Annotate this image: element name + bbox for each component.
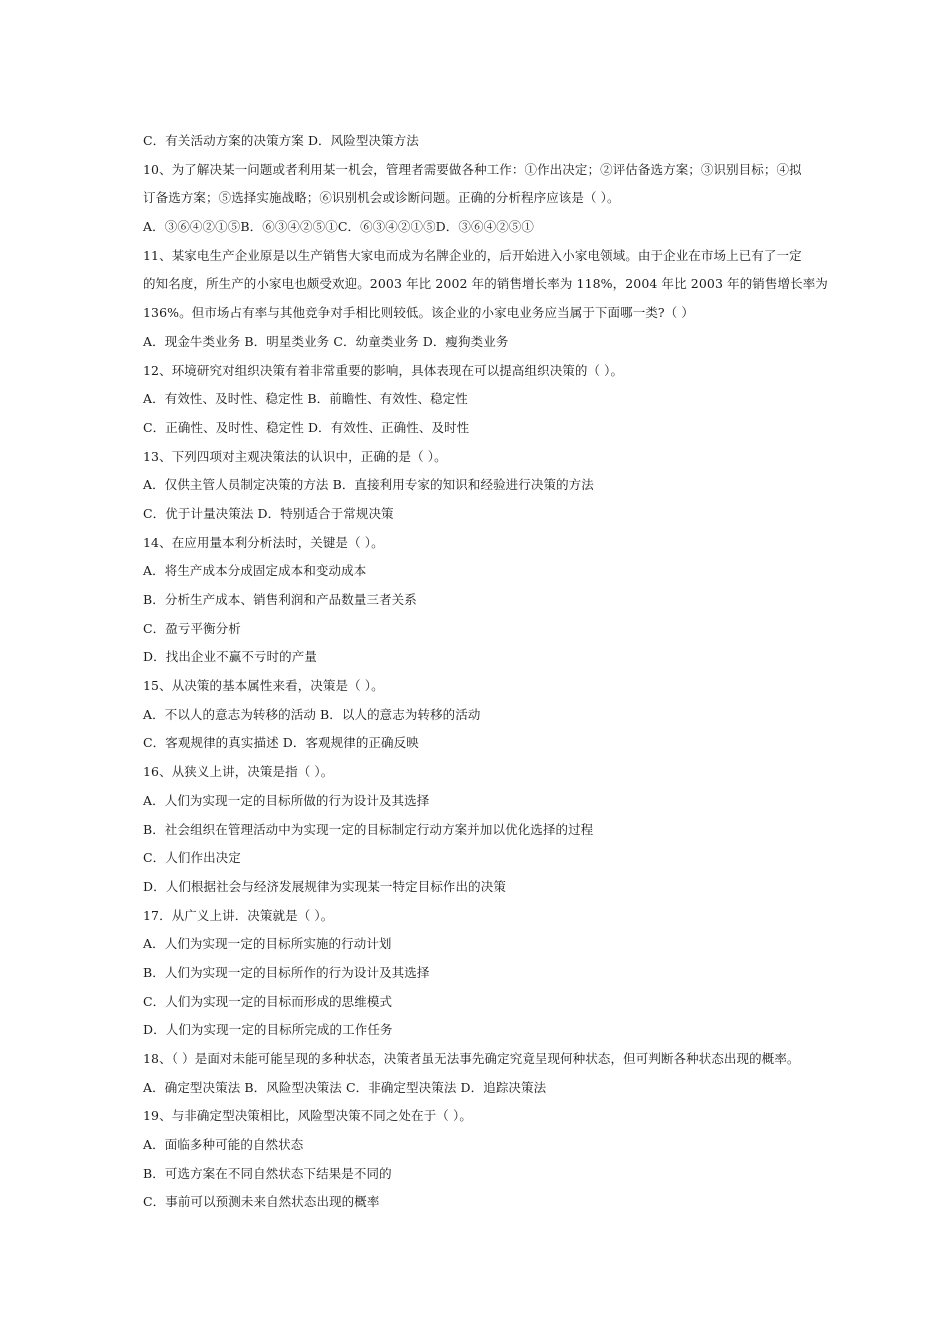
question-19-option-c: C．事前可以预测未来自然状态出现的概率 xyxy=(143,1194,380,1210)
question-17-option-b: B．人们为实现一定的目标所作的行为设计及其选择 xyxy=(143,964,430,980)
question-11-options: A．现金牛类业务 B．明星类业务 C．幼童类业务 D．瘦狗类业务 xyxy=(143,333,509,349)
question-18: 18、（ ）是面对未能可能呈现的多种状态，决策者虽无法事先确定究竟呈现何种状态，但可判断各种状态出现的概率。 xyxy=(143,1051,800,1066)
question-11-line-1: 11、某家电生产企业原是以生产销售大家电而成为名牌企业的，后开始进入小家电领域。由于企业在市场上已有了一定 xyxy=(143,247,802,263)
question-14: 14、在应用量本利分析法时，关键是（ ）。 xyxy=(143,534,384,550)
question-16-option-c: C．人们作出决定 xyxy=(143,850,241,866)
question-10-options: A．③⑥④②①⑤B．⑥③④②⑤①C．⑥③④②①⑤D．③⑥④②⑤① xyxy=(143,219,535,235)
question-10-line-1: 10、为了解决某一问题或者利用某一机会，管理者需要做各种工作：①作出决定；②评估备选方案；③识别目标；④拟 xyxy=(143,161,802,177)
question-14-option-c: C．盈亏平衡分析 xyxy=(143,620,241,636)
question-14-option-b: B．分析生产成本、销售利润和产品数量三者关系 xyxy=(143,592,417,607)
question-14-option-d: D．找出企业不赢不亏时的产量 xyxy=(143,649,317,665)
document-body xyxy=(143,127,828,1217)
question-12-options-ab: A．有效性、及时性、稳定性 B．前瞻性、有效性、稳定性 xyxy=(143,391,468,407)
question-10-line-2: 订备选方案；⑤选择实施战略；⑥识别机会或诊断问题。正确的分析程序应该是（ ）。 xyxy=(143,190,620,206)
question-16-option-b: B．社会组织在管理活动中为实现一定的目标制定行动方案并加以优化选择的过程 xyxy=(143,821,594,837)
question-12-options-cd: C．正确性、及时性、稳定性 D．有效性、正确性、及时性 xyxy=(143,419,470,435)
question-17: 17．从广义上讲．决策就是（ ）。 xyxy=(143,907,334,923)
question-13-options-cd: C．优于计量决策法 D．特别适合于常规决策 xyxy=(143,505,394,521)
question-16-option-d: D．人们根据社会与经济发展规律为实现某一特定目标作出的决策 xyxy=(143,878,506,894)
question-19: 19、与非确定型决策相比，风险型决策不同之处在于（ ）。 xyxy=(143,1108,472,1124)
question-18-options: A．确定型决策法 B．风险型决策法 C．非确定型决策法 D．追踪决策法 xyxy=(143,1079,547,1095)
question-12: 12、环境研究对组织决策有着非常重要的影响，具体表现在可以提高组织决策的（ ）。 xyxy=(143,362,624,378)
question-14-option-a: A．将生产成本分成固定成本和变动成本 xyxy=(143,563,367,579)
question-15: 15、从决策的基本属性来看，决策是（ ）。 xyxy=(143,678,384,694)
question-15-options-cd: C．客观规律的真实描述 D．客观规律的正确反映 xyxy=(143,735,419,751)
question-16-option-a: A．人们为实现一定的目标所做的行为设计及其选择 xyxy=(143,792,430,808)
question-11-line-2: 的知名度，所生产的小家电也颇受欢迎。2003 年比 2002 年的销售增长率为 118%，2004 年比 2003 年的销售增长率为 xyxy=(143,276,828,292)
question-11-line-3: 136%。但市场占有率与其他竞争对手相比则较低。该企业的小家电业务应当属于下面哪一类?（ ） xyxy=(143,305,695,321)
question-13-options-ab: A．仅供主管人员制定决策的方法 B．直接利用专家的知识和经验进行决策的方法 xyxy=(143,477,594,493)
question-17-option-a: A．人们为实现一定的目标所实施的行动计划 xyxy=(143,936,392,952)
question-15-options-ab: A．不以人的意志为转移的活动 B．以人的意志为转移的活动 xyxy=(143,706,481,722)
question-16: 16、从狭义上讲，决策是指（ ）。 xyxy=(143,764,334,780)
question-19-option-b: B．可选方案在不同自然状态下结果是不同的 xyxy=(143,1165,392,1181)
text-line: C．有关活动方案的决策方案 D．风险型决策方法 xyxy=(143,133,419,148)
question-13: 13、下列四项对主观决策法的认识中，正确的是（ ）。 xyxy=(143,448,447,464)
question-17-option-d: D．人们为实现一定的目标所完成的工作任务 xyxy=(143,1022,393,1038)
question-19-option-a: A．面临多种可能的自然状态 xyxy=(143,1137,304,1153)
question-17-option-c: C．人们为实现一定的目标而形成的思维模式 xyxy=(143,993,393,1009)
